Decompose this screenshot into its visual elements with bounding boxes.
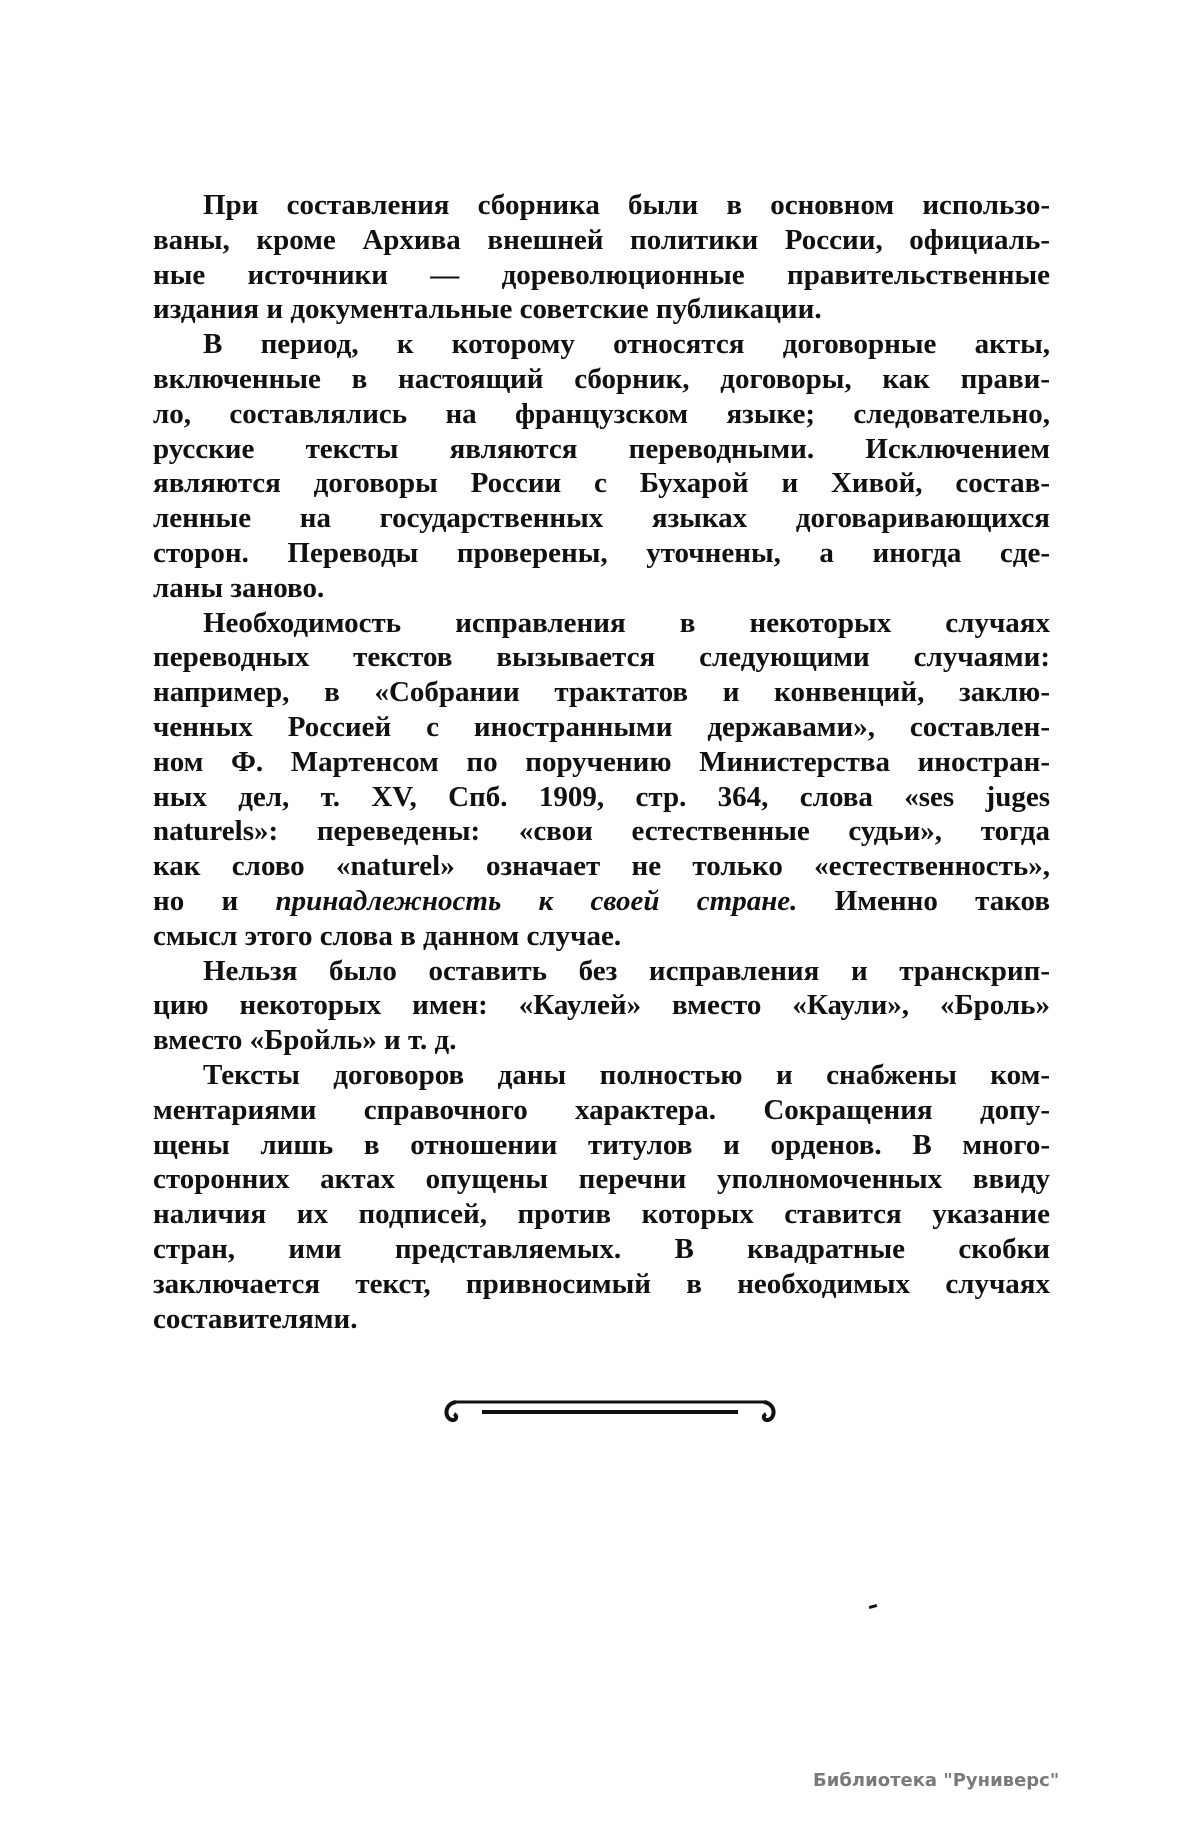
text-line: смысл этого слова в данном случае. [153,919,622,952]
text-line: Необходимость исправления в некоторых случаях [203,606,1050,639]
text-line: ваны, кроме Архива внешней политики России, официаль- [153,223,1050,256]
text-line: При составления сборника были в основном использо- [203,189,1050,221]
paragraph [153,188,1050,327]
text-line: переводных текстов вызывается следующими случаями: [153,641,1050,674]
text-line: наличия их подписей, против которых ставится указание [153,1198,1050,1231]
text-segment: Именно таков [797,884,1050,917]
text-line: русские тексты являются переводными. Исключением [153,432,1050,465]
text-line: стран, ими представляемых. В квадратные скобки [153,1232,1050,1265]
text-line: Нельзя было оставить без исправления и транскрип- [203,954,1050,987]
text-line: ло, составлялись на французском языке; следовательно, [153,397,1050,430]
paragraph [153,606,1050,954]
text-line: сторон. Переводы проверены, уточнены, а иногда сде- [153,536,1050,569]
text-line: цию некоторых имен: «Каулей» вместо «Каули», «Броль» [153,989,1050,1022]
italic-phrase: принадлежность к своей стране. [275,884,798,917]
text-line: Тексты договоров даны полностью и снабжены ком- [203,1058,1050,1091]
text-line: например, в «Собрании трактатов и конвенций, заклю- [153,676,1050,709]
text-line: ленные на государственных языках договаривающихся [153,502,1050,535]
end-ornament-icon [442,1396,778,1426]
scan-speck [869,1604,878,1609]
text-line: составителями. [153,1302,358,1335]
text-line: являются договоры России с Бухарой и Хивой, состав- [153,467,1050,500]
text-line [153,884,1050,919]
text-line: включенные в настоящий сборник, договоры, как прави- [153,362,1050,395]
text-line: ных дел, т. XV, Спб. 1909, стр. 364, слова «ses juges [153,780,1050,813]
paragraph [153,327,1050,605]
text-line: щены лишь в отношении титулов и орденов. В много- [153,1128,1050,1161]
text-line: как слово «naturel» означает не только «естественность», [153,850,1050,883]
text-segment: но и [153,884,276,917]
text-line: издания и документальные советские публикации. [153,293,822,326]
paragraph [153,954,1050,1058]
paragraph [153,1058,1050,1336]
page-text [153,188,1050,1336]
text-line: В период, к которому относятся договорные акты, [203,328,1050,361]
text-line: заключается текст, привносимый в необходимых случаях [153,1267,1050,1300]
text-line: сторонних актах опущены перечни уполномоченных ввиду [153,1163,1050,1196]
text-line: вместо «Бройль» и т. д. [153,1024,457,1057]
text-line: ланы заново. [153,571,325,604]
text-line: naturels»: переведены: «свои естественные судьи», тогда [153,815,1050,848]
text-line: ченных Россией с иностранными державами», составлен- [153,710,1050,743]
text-line: ном Ф. Мартенсом по поручению Министерства иностран- [153,745,1050,778]
text-line: ментариями справочного характера. Сокращения допу- [153,1093,1050,1126]
text-line: ные источники — дореволюционные правительственные [153,258,1050,291]
library-watermark: Библиотека "Руниверс" [813,1770,1060,1791]
